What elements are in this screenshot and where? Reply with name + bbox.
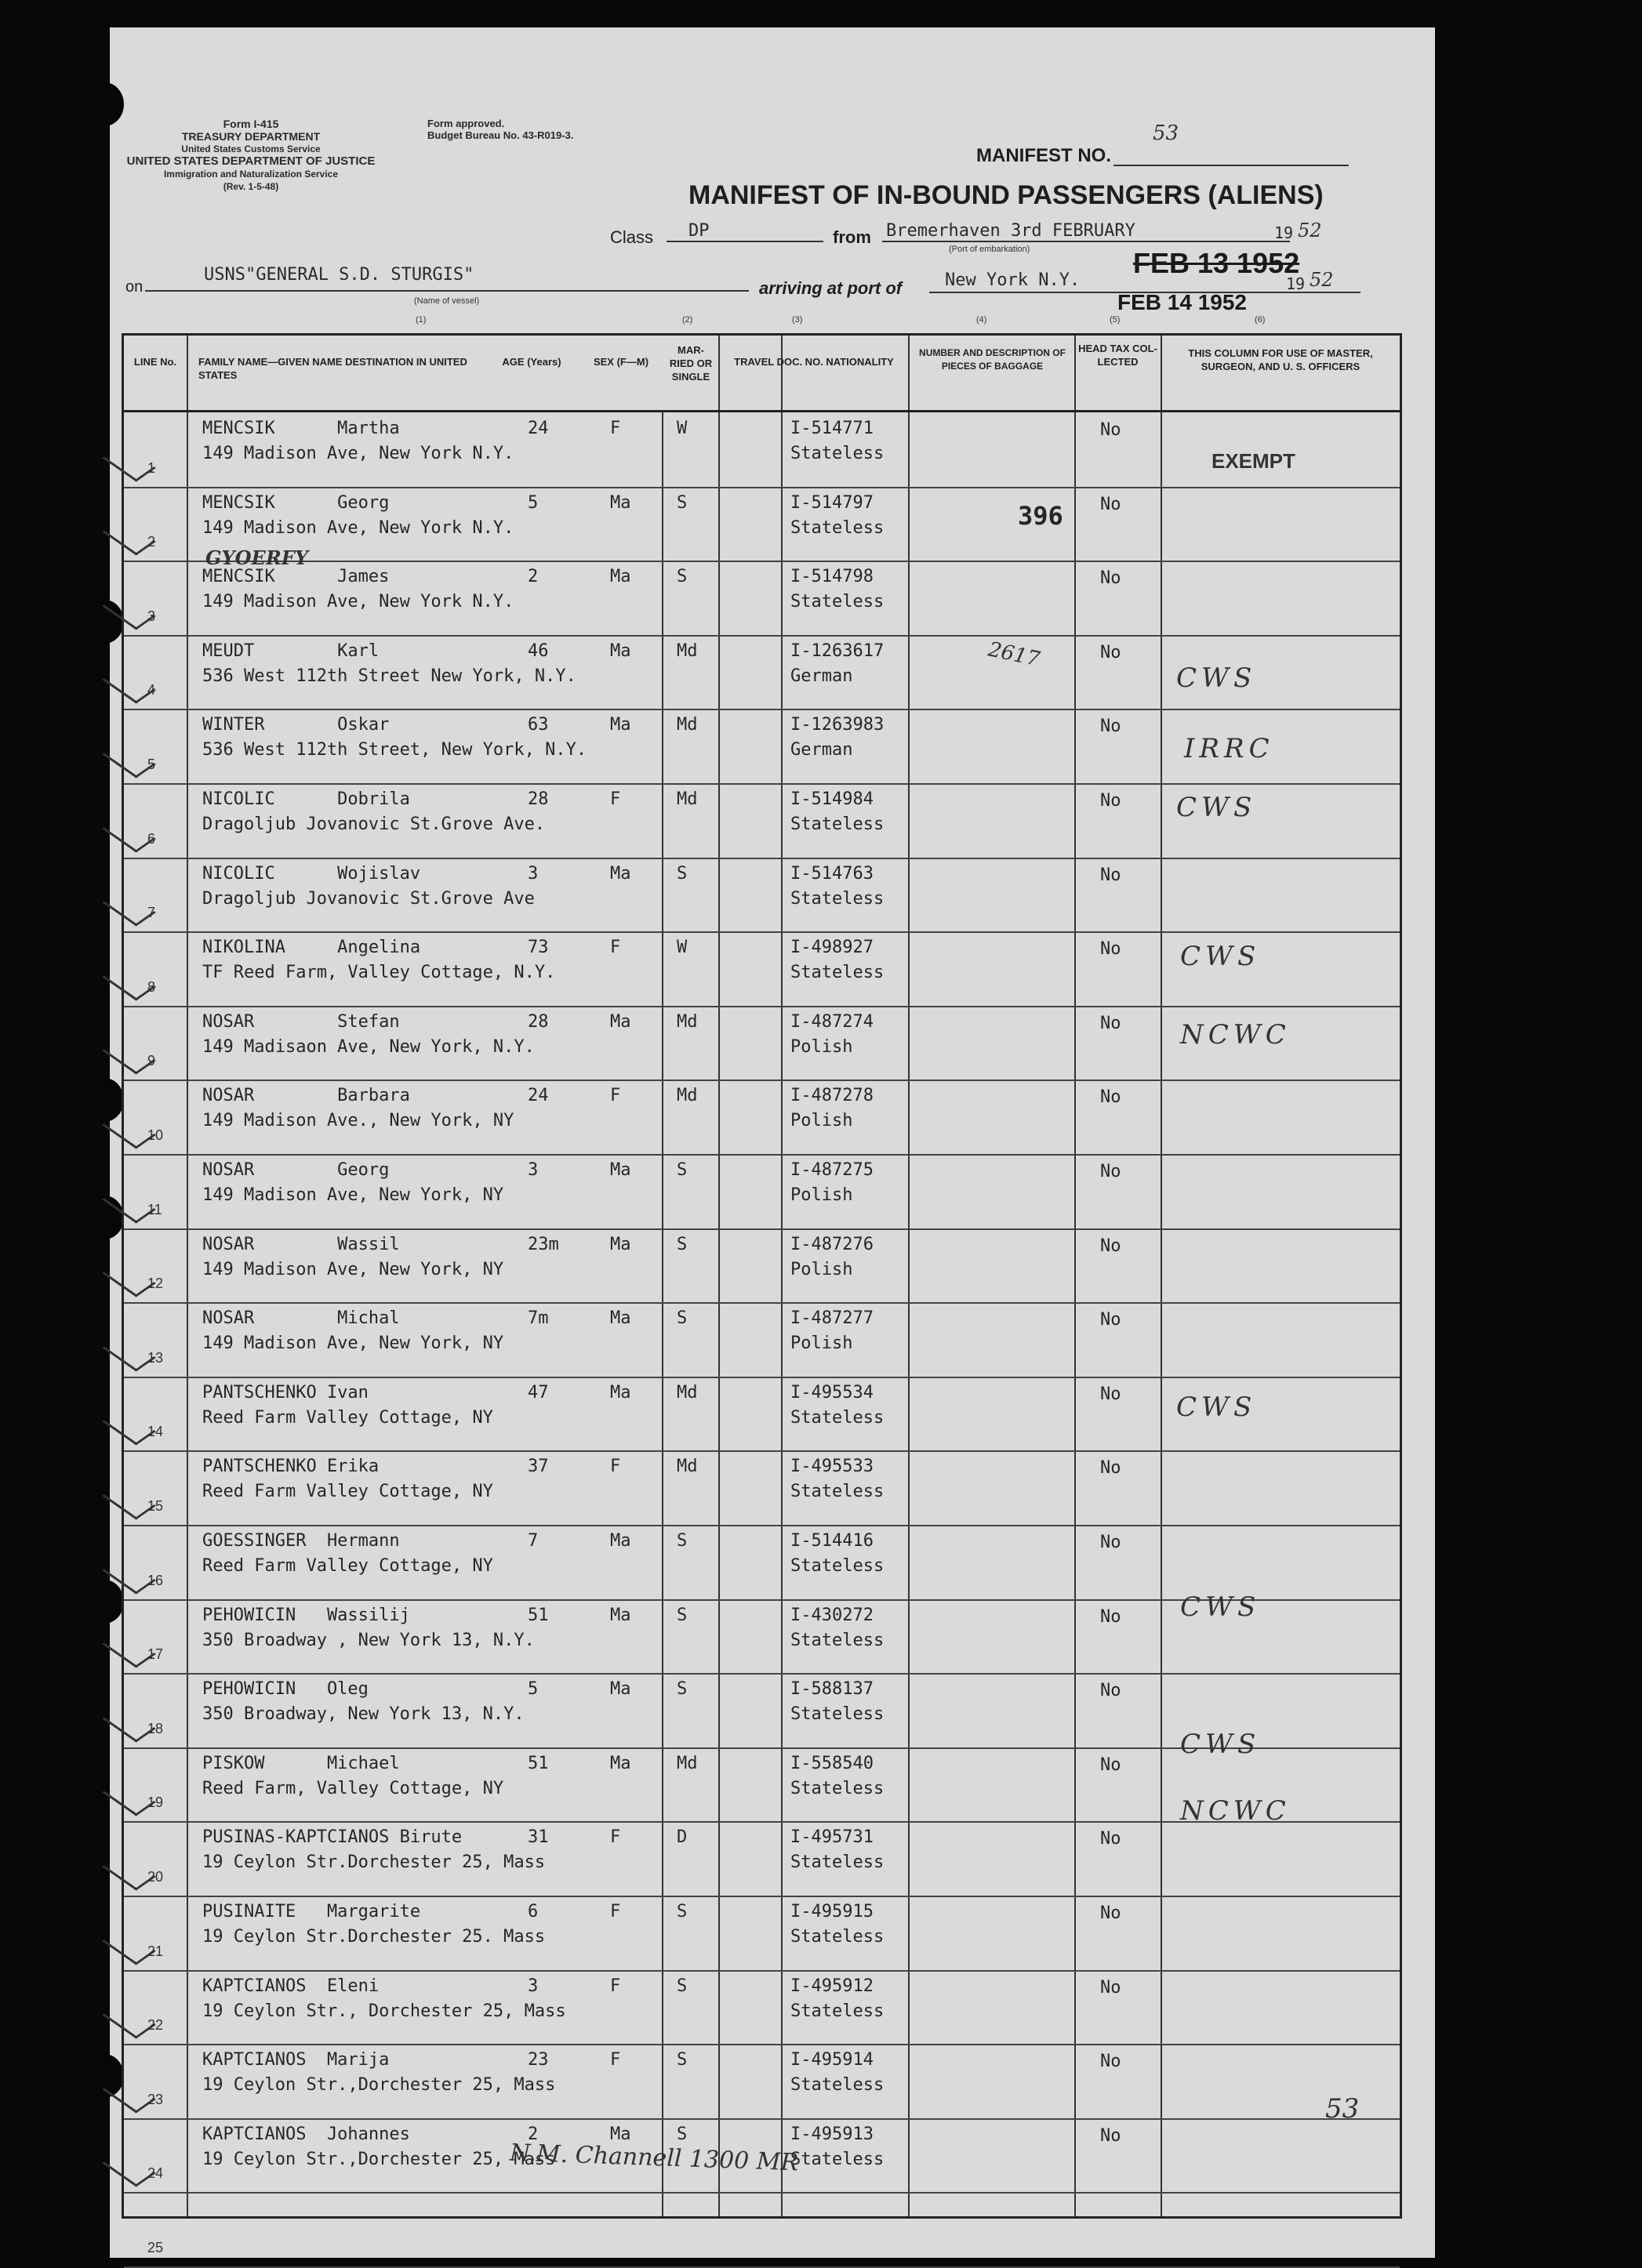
head-tax: No xyxy=(1100,1162,1121,1181)
col-number: (4) xyxy=(976,315,987,325)
nationality: Polish xyxy=(790,1036,853,1057)
head-tax: No xyxy=(1100,1458,1121,1479)
passenger-name: NOSAR Barbara xyxy=(202,1086,410,1106)
line-number: 21 xyxy=(147,1943,164,1959)
age: 23 xyxy=(528,2050,549,2070)
destination: 19 Ceylon Str.Dorchester 25. Mass xyxy=(202,1927,546,1947)
marital-status: Md xyxy=(677,789,698,809)
arriving-port: New York N.Y. xyxy=(945,270,1081,290)
from-underline xyxy=(882,241,1290,242)
marital-status: Md xyxy=(677,1011,698,1032)
header-travel: TRAVEL DOC. NO. NATIONALITY xyxy=(734,356,894,368)
marital-status: S xyxy=(677,1902,688,1921)
class-value: DP xyxy=(688,221,710,241)
sex: Ma xyxy=(610,1605,631,1625)
passenger-name: PISKOW Michael xyxy=(202,1753,400,1773)
destination: 149 Madison Ave., New York, NY xyxy=(202,1111,514,1131)
head-tax: No xyxy=(1100,717,1121,737)
marital-status: Md xyxy=(677,1086,698,1106)
age: 5 xyxy=(528,1679,539,1700)
col-number: (6) xyxy=(1255,315,1266,325)
nationality: Stateless xyxy=(790,1556,885,1576)
head-tax: No xyxy=(1100,939,1121,960)
age: 31 xyxy=(528,1827,549,1848)
marital-status: Md xyxy=(677,1457,698,1477)
age: 24 xyxy=(528,1086,549,1106)
vessel-underline xyxy=(145,290,749,292)
nationality: German xyxy=(790,666,853,686)
destination: 149 Madisaon Ave, New York, N.Y. xyxy=(202,1036,535,1057)
age: 46 xyxy=(528,640,549,661)
passenger-name: NICOLIC Dobrila xyxy=(202,789,410,809)
travel-doc-number: I-495731 xyxy=(790,1827,874,1848)
form-service: United States Customs Service xyxy=(181,143,321,154)
sex: F xyxy=(610,938,621,958)
destination: 149 Madison Ave, New York, NY xyxy=(202,1259,504,1279)
passenger-name: WINTER Oskar xyxy=(202,715,390,735)
date-stamp: FEB 14 1952 xyxy=(1117,290,1247,314)
age: 7m xyxy=(528,1308,549,1329)
sex: F xyxy=(610,789,621,809)
line-number: 8 xyxy=(147,978,156,995)
passenger-name: NOSAR Stefan xyxy=(202,1011,400,1032)
line-number: 22 xyxy=(147,2017,164,2034)
sex: F xyxy=(610,1457,621,1477)
line-number: 19 xyxy=(147,1794,164,1811)
sex: F xyxy=(610,1902,621,1921)
line-number: 2 xyxy=(147,534,156,550)
passenger-name: KAPTCIANOS Marija xyxy=(202,2050,390,2070)
table-row xyxy=(124,1080,1400,1154)
destination: 19 Ceylon Str.Dorchester 25, Mass xyxy=(202,1853,546,1873)
travel-doc-number: I-514763 xyxy=(790,863,874,884)
class-underline xyxy=(667,241,823,242)
nationality: Stateless xyxy=(790,1407,885,1428)
table-row xyxy=(124,1450,1400,1525)
header-officers: THIS COLUMN FOR USE OF MASTER, SURGEON, AND U. S. OFFICERS xyxy=(1188,347,1373,372)
header-name: FAMILY NAME—GIVEN NAME DESTINATION IN UNITED STATES xyxy=(198,356,467,381)
travel-doc-number: I-1263617 xyxy=(790,640,885,661)
travel-doc-number: I-495915 xyxy=(790,1902,874,1921)
form-ins: Immigration and Naturalization Service xyxy=(163,169,339,180)
destination: TF Reed Farm, Valley Cottage, N.Y. xyxy=(202,963,556,983)
marital-status: S xyxy=(677,2124,688,2144)
nationality: Polish xyxy=(790,1259,853,1279)
sex: Ma xyxy=(610,492,631,513)
nationality: Stateless xyxy=(790,963,885,983)
header-line: LINE No. xyxy=(133,356,177,368)
nationality: Stateless xyxy=(790,2001,885,2021)
form-department: TREASURY DEPARTMENT xyxy=(181,130,321,143)
destination: Reed Farm, Valley Cottage, NY xyxy=(202,1778,504,1798)
arrival-year-prefix: 19 xyxy=(1286,274,1306,293)
destination: 19 Ceylon Str., Dorchester 25, Mass xyxy=(202,2001,566,2021)
officer-note: NCWC xyxy=(1180,1019,1291,1051)
passenger-name: PANTSCHENKO Erika xyxy=(202,1457,380,1477)
passenger-name: KAPTCIANOS Eleni xyxy=(202,1976,380,1996)
travel-doc-number: I-514798 xyxy=(790,567,874,587)
header-age: AGE (Years) xyxy=(502,356,561,368)
nationality: Stateless xyxy=(790,1927,885,1947)
nationality: Stateless xyxy=(790,2149,885,2169)
passenger-name: PUSINAS-KAPTCIANOS Birute xyxy=(202,1827,463,1848)
on-label: on xyxy=(125,278,143,296)
passenger-name: MENCSIK Georg xyxy=(202,492,390,513)
travel-doc-number: I-514797 xyxy=(790,492,874,513)
header-baggage: NUMBER AND DESCRIPTION OF PIECES OF BAGGAGE xyxy=(919,347,1066,372)
age: 2 xyxy=(528,2124,539,2144)
age: 51 xyxy=(528,1605,549,1625)
travel-doc-number: I-430272 xyxy=(790,1605,874,1625)
form-justice: UNITED STATES DEPARTMENT OF JUSTICE xyxy=(126,154,376,168)
officer-note: IRRC xyxy=(1184,733,1274,764)
head-tax: No xyxy=(1100,1755,1121,1775)
nationality: Stateless xyxy=(790,1630,885,1650)
head-tax: No xyxy=(1100,1829,1121,1849)
bottom-handwritten-note: N.M. Channell 1300 MR xyxy=(509,2139,799,2177)
table-row xyxy=(124,487,1400,561)
passenger-name: MEUDT Karl xyxy=(202,640,380,661)
nationality: Stateless xyxy=(790,444,885,463)
sex: Ma xyxy=(610,863,631,884)
nationality: Stateless xyxy=(790,1482,885,1502)
marital-status: Md xyxy=(677,1382,698,1403)
destination: 149 Madison Ave, New York N.Y. xyxy=(202,517,514,538)
passenger-name: PUSINAITE Margarite xyxy=(202,1902,421,1921)
age: 73 xyxy=(528,938,549,958)
line-number: 20 xyxy=(147,1868,164,1885)
officer-note: CWS xyxy=(1180,1729,1261,1760)
travel-doc-number: I-514771 xyxy=(790,419,874,438)
marital-status: S xyxy=(677,863,688,884)
line-number: 12 xyxy=(147,1276,164,1292)
passenger-name: PEHOWICIN Oleg xyxy=(202,1679,369,1700)
destination: 350 Broadway , New York 13, N.Y. xyxy=(202,1630,535,1650)
sex: F xyxy=(610,1086,621,1106)
age: 24 xyxy=(528,419,549,438)
class-label: Class xyxy=(610,227,654,247)
officer-note: CWS xyxy=(1180,1591,1261,1623)
head-tax: No xyxy=(1100,1087,1121,1108)
head-tax: No xyxy=(1100,494,1121,514)
form-identification xyxy=(118,118,384,193)
marital-status: S xyxy=(677,1605,688,1625)
age: 51 xyxy=(528,1753,549,1773)
travel-doc-number: I-588137 xyxy=(790,1679,874,1700)
table-row xyxy=(124,412,1400,487)
manifest-no-underline xyxy=(1113,165,1349,166)
nationality: Polish xyxy=(790,1185,853,1205)
marital-status: W xyxy=(677,419,688,438)
table-row xyxy=(124,1821,1400,1896)
head-tax: No xyxy=(1100,568,1121,589)
nationality: Stateless xyxy=(790,888,885,909)
sex: Ma xyxy=(610,1753,631,1773)
nationality: Stateless xyxy=(790,1853,885,1873)
header-sex: SEX (F—M) xyxy=(593,356,649,368)
manifest-no-value: 53 xyxy=(1153,122,1179,145)
head-tax: No xyxy=(1100,2052,1121,2072)
budget-number: Budget Bureau No. 43-R019-3. xyxy=(427,129,574,141)
head-tax: No xyxy=(1100,1606,1121,1627)
destination: 19 Ceylon Str.,Dorchester 25, Mass xyxy=(202,2075,556,2096)
sex: Ma xyxy=(610,1011,631,1032)
head-tax: No xyxy=(1100,1384,1121,1404)
table-row xyxy=(124,1154,1400,1228)
sex: Ma xyxy=(610,1234,631,1254)
line-number: 13 xyxy=(147,1349,164,1366)
line-number: 18 xyxy=(147,1720,164,1736)
table-row xyxy=(124,2192,1400,2266)
age: 37 xyxy=(528,1457,549,1477)
passenger-name: MENCSIK Martha xyxy=(202,419,400,438)
arrival-year: 52 xyxy=(1310,269,1334,291)
age: 7 xyxy=(528,1531,539,1551)
travel-doc-number: I-487275 xyxy=(790,1160,874,1180)
passenger-name: PANTSCHENKO Ivan xyxy=(202,1382,369,1403)
age: 3 xyxy=(528,863,539,884)
line-number: 24 xyxy=(147,2165,164,2182)
travel-doc-number: I-495914 xyxy=(790,2050,874,2070)
destination: Reed Farm Valley Cottage, NY xyxy=(202,1556,493,1576)
age: 2 xyxy=(528,567,539,587)
travel-doc-number: I-495913 xyxy=(790,2124,874,2144)
line-number: 4 xyxy=(147,682,156,699)
officer-note: CWS xyxy=(1176,1392,1257,1423)
destination: 149 Madison Ave, New York N.Y. xyxy=(202,592,514,612)
baggage: 396 xyxy=(1018,500,1063,531)
col-number: (3) xyxy=(792,315,803,325)
passenger-name: GOESSINGER Hermann xyxy=(202,1531,400,1551)
line-number: 6 xyxy=(147,830,156,847)
head-tax: No xyxy=(1100,420,1121,440)
marital-status: Md xyxy=(677,640,698,661)
destination: Reed Farm Valley Cottage, NY xyxy=(202,1482,493,1502)
head-tax: No xyxy=(1100,791,1121,811)
head-tax: No xyxy=(1100,1681,1121,1701)
line-number: 16 xyxy=(147,1572,164,1588)
nationality: German xyxy=(790,740,853,760)
age: 47 xyxy=(528,1382,549,1403)
destination: 536 West 112th Street New York, N.Y. xyxy=(202,666,576,686)
nationality: Stateless xyxy=(790,1704,885,1725)
form-revision: (Rev. 1-5-48) xyxy=(223,181,279,192)
passenger-name: NICOLIC Wojislav xyxy=(202,863,421,884)
sex: Ma xyxy=(610,1382,631,1403)
name-correction-note: GYOERFY xyxy=(205,546,308,569)
table-row xyxy=(124,1970,1400,2045)
manifest-no-label: MANIFEST NO. xyxy=(976,145,1111,166)
sex: Ma xyxy=(610,640,631,661)
head-tax: No xyxy=(1100,1977,1121,1998)
col-number: (1) xyxy=(416,315,427,325)
line-number: 25 xyxy=(147,2239,164,2255)
marital-status: S xyxy=(677,1234,688,1254)
binder-hole xyxy=(85,1580,124,1624)
travel-doc-number: I-487277 xyxy=(790,1308,874,1329)
from-value: Bremerhaven 3rd FEBRUARY xyxy=(886,221,1135,241)
manifest-title: MANIFEST OF IN-BOUND PASSENGERS (ALIENS) xyxy=(688,180,1324,210)
marital-status: S xyxy=(677,1679,688,1700)
passenger-table xyxy=(122,333,1402,2255)
marital-status: S xyxy=(677,2050,688,2070)
date-stamp-crossed: FEB 13 1952 xyxy=(1133,247,1300,279)
destination: Reed Farm Valley Cottage, NY xyxy=(202,1407,493,1428)
line-number: 7 xyxy=(147,905,156,921)
from-year-prefix: 19 xyxy=(1274,223,1294,242)
destination: Dragoljub Jovanovic St.Grove Ave. xyxy=(202,815,546,834)
destination: 149 Madison Ave, New York N.Y. xyxy=(202,444,514,463)
head-tax: No xyxy=(1100,2125,1121,2146)
head-tax: No xyxy=(1100,1013,1121,1033)
form-number: Form I-415 xyxy=(223,118,279,130)
passenger-name: PEHOWICIN Wassilij xyxy=(202,1605,410,1625)
sex: Ma xyxy=(610,1160,631,1180)
travel-doc-number: I-495912 xyxy=(790,1976,874,1996)
table-row xyxy=(124,858,1400,932)
age: 28 xyxy=(528,1011,549,1032)
marital-status: D xyxy=(677,1827,688,1848)
marital-status: S xyxy=(677,1160,688,1180)
line-number: 9 xyxy=(147,1053,156,1069)
sex: Ma xyxy=(610,2124,631,2144)
travel-doc-number: I-495534 xyxy=(790,1382,874,1403)
line-number: 11 xyxy=(147,1201,162,1217)
travel-doc-number: I-498927 xyxy=(790,938,874,958)
officer-note: NCWC xyxy=(1180,1795,1291,1827)
line-number: 17 xyxy=(147,1646,164,1663)
passenger-name: NIKOLINA Angelina xyxy=(202,938,421,958)
table-row xyxy=(124,1896,1400,1970)
marital-status: W xyxy=(677,938,688,958)
sex: F xyxy=(610,419,621,438)
head-tax: No xyxy=(1100,865,1121,885)
travel-doc-number: I-495533 xyxy=(790,1457,874,1477)
officer-note: CWS xyxy=(1180,941,1261,972)
line-number: 10 xyxy=(147,1127,164,1143)
nationality: Stateless xyxy=(790,517,885,538)
nationality: Stateless xyxy=(790,592,885,612)
officer-note: CWS xyxy=(1176,662,1257,694)
sex: F xyxy=(610,1827,621,1848)
head-tax: No xyxy=(1100,642,1121,662)
table-row xyxy=(124,1525,1400,1599)
table-row xyxy=(124,1302,1400,1377)
age: 6 xyxy=(528,1902,539,1921)
head-tax: No xyxy=(1100,1903,1121,1923)
sex: Ma xyxy=(610,567,631,587)
age: 3 xyxy=(528,1160,539,1180)
travel-doc-number: I-487278 xyxy=(790,1086,874,1106)
head-tax: No xyxy=(1100,1533,1121,1552)
travel-doc-number: I-1263983 xyxy=(790,715,885,735)
line-number: 1 xyxy=(147,459,156,476)
marital-status: S xyxy=(677,1976,688,1996)
line-number: 3 xyxy=(147,608,156,624)
nationality: Stateless xyxy=(790,2075,885,2096)
line-number: 14 xyxy=(147,1424,164,1440)
col-number: (5) xyxy=(1110,315,1121,325)
travel-doc-number: I-514416 xyxy=(790,1531,874,1551)
head-tax: No xyxy=(1100,1236,1121,1256)
marital-status: S xyxy=(677,1308,688,1329)
passenger-name: NOSAR Georg xyxy=(202,1160,390,1180)
destination: 350 Broadway, New York 13, N.Y. xyxy=(202,1704,525,1725)
vessel-label: (Name of vessel) xyxy=(414,296,480,306)
age: 23m xyxy=(528,1234,559,1254)
port-embarkation-label: (Port of embarkation) xyxy=(949,245,1030,254)
age: 63 xyxy=(528,715,549,735)
baggage-note: 2617 xyxy=(986,637,1042,672)
page-reference-note: 53 xyxy=(1325,2093,1360,2125)
nationality: Stateless xyxy=(790,1778,885,1798)
nationality: Polish xyxy=(790,1334,853,1354)
sex: Ma xyxy=(610,1531,631,1551)
table-row xyxy=(124,2044,1400,2118)
arriving-label: arriving at port of xyxy=(759,278,903,298)
marital-status: Md xyxy=(677,1753,698,1773)
age: 3 xyxy=(528,1976,539,1996)
sex: Ma xyxy=(610,715,631,735)
approval-line: Form approved. xyxy=(427,118,505,129)
passenger-name: NOSAR Michal xyxy=(202,1308,400,1329)
sex: F xyxy=(610,1976,621,1996)
from-label: from xyxy=(833,227,871,247)
marital-status: S xyxy=(677,492,688,513)
sex: Ma xyxy=(610,1308,631,1329)
travel-doc-number: I-514984 xyxy=(790,789,874,809)
header-married: MAR- RIED OR SINGLE xyxy=(669,344,713,383)
travel-doc-number: I-558540 xyxy=(790,1753,874,1773)
vessel-name: USNS"GENERAL S.D. STURGIS" xyxy=(204,265,474,285)
line-number: 23 xyxy=(147,2091,164,2107)
destination: Dragoljub Jovanovic St.Grove Ave xyxy=(202,888,535,909)
age: 28 xyxy=(528,789,549,809)
line-number: 5 xyxy=(147,756,156,772)
table-row xyxy=(124,1228,1400,1303)
sex: Ma xyxy=(610,1679,631,1700)
destination: 149 Madison Ave, New York, NY xyxy=(202,1185,504,1205)
table-row xyxy=(124,561,1400,635)
sex: F xyxy=(610,2050,621,2070)
marital-status: S xyxy=(677,567,688,587)
passenger-name: NOSAR Wassil xyxy=(202,1234,400,1254)
header-tax: HEAD TAX COL- LECTED xyxy=(1078,343,1157,368)
marital-status: Md xyxy=(677,715,698,735)
col-number: (2) xyxy=(682,315,693,325)
head-tax: No xyxy=(1100,1310,1121,1330)
travel-doc-number: I-487276 xyxy=(790,1234,874,1254)
nationality: Polish xyxy=(790,1111,853,1131)
destination: 149 Madison Ave, New York, NY xyxy=(202,1334,504,1354)
exempt-stamp: EXEMPT xyxy=(1212,449,1295,473)
from-year: 52 xyxy=(1298,220,1322,241)
budget-approval xyxy=(427,118,573,141)
passenger-name: MENCSIK James xyxy=(202,567,390,587)
passenger-name: KAPTCIANOS Johannes xyxy=(202,2124,410,2144)
destination: 536 West 112th Street, New York, N.Y. xyxy=(202,740,587,760)
officer-note: CWS xyxy=(1176,792,1257,823)
marital-status: S xyxy=(677,1531,688,1551)
destination: 19 Ceylon Str.,Dorchester 25, Mass xyxy=(202,2149,556,2169)
nationality: Stateless xyxy=(790,815,885,834)
age: 5 xyxy=(528,492,539,513)
travel-doc-number: I-487274 xyxy=(790,1011,874,1032)
line-number: 15 xyxy=(147,1497,164,1514)
